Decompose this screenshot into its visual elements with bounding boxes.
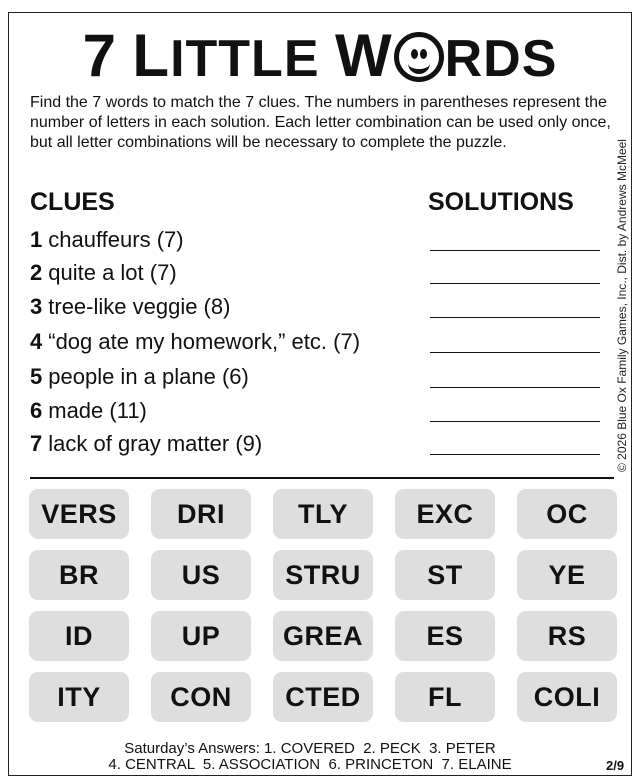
copyright-notice: © 2026 Blue Ox Family Games, Inc., Dist. by Andrews McMeel — [615, 139, 629, 472]
title-word-little-rest: ITTLE — [170, 30, 320, 88]
letter-tile[interactable]: ITY — [29, 672, 129, 722]
answers-line-2: 4. CENTRAL 5. ASSOCIATION 6. PRINCETON 7. ELAINE — [108, 756, 512, 773]
clue-3: 3 tree-like veggie (8) — [30, 294, 231, 319]
solution-line-6[interactable] — [430, 421, 600, 422]
letter-tile[interactable]: US — [151, 550, 251, 600]
clue-6: 6 made (11) — [30, 398, 147, 423]
clues-header: CLUES — [30, 188, 115, 216]
solution-line-3[interactable] — [430, 317, 600, 318]
letter-tile[interactable]: STRU — [273, 550, 373, 600]
divider-line — [30, 477, 614, 479]
solution-line-2[interactable] — [430, 283, 600, 284]
previous-answers — [20, 741, 600, 773]
letter-tile[interactable]: VERS — [29, 489, 129, 539]
letter-tile[interactable]: TLY — [273, 489, 373, 539]
letter-tile[interactable]: RS — [517, 611, 617, 661]
clue-2: 2 quite a lot (7) — [30, 260, 177, 285]
instructions-text: Find the 7 words to match the 7 clues. The numbers in parentheses represent the number of letters in each solution. Each letter combination can be used only once, but all letter combinations will be necessary to complete the puzzle. — [30, 94, 611, 151]
clue-4: 4 “dog ate my homework,” etc. (7) — [30, 329, 361, 354]
letter-tile[interactable]: CTED — [273, 672, 373, 722]
letter-tile[interactable]: BR — [29, 550, 129, 600]
letter-tile[interactable]: COLI — [517, 672, 617, 722]
solutions-header: SOLUTIONS — [428, 188, 574, 216]
letter-tile[interactable]: OC — [517, 489, 617, 539]
letter-tile[interactable]: ID — [29, 611, 129, 661]
clue-5: 5 people in a plane (6) — [30, 364, 249, 389]
title-initial-l: L — [132, 22, 171, 89]
letter-tile[interactable]: ES — [395, 611, 495, 661]
title-number: 7 — [82, 22, 117, 89]
letter-tile[interactable]: GREA — [273, 611, 373, 661]
letter-tile[interactable]: DRI — [151, 489, 251, 539]
clue-7: 7 lack of gray matter (9) — [30, 431, 263, 456]
puzzle-title — [0, 22, 640, 89]
solution-line-5[interactable] — [430, 387, 600, 388]
smiley-face-icon — [394, 32, 444, 82]
letter-tile[interactable]: EXC — [395, 489, 495, 539]
title-word-words-rest: RDS — [444, 30, 558, 88]
solution-line-7[interactable] — [430, 454, 600, 455]
solution-line-4[interactable] — [430, 352, 600, 353]
letter-tile[interactable]: CON — [151, 672, 251, 722]
letter-tile[interactable]: UP — [151, 611, 251, 661]
clue-1: 1 chauffeurs (7) — [30, 227, 184, 252]
title-initial-w: W — [334, 22, 393, 89]
letter-tile[interactable]: FL — [395, 672, 495, 722]
answers-line-1: Saturday’s Answers: 1. COVERED 2. PECK 3. PETER — [124, 740, 496, 757]
letter-tile[interactable]: YE — [517, 550, 617, 600]
solution-line-1[interactable] — [430, 250, 600, 251]
letter-tile[interactable]: ST — [395, 550, 495, 600]
page-number: 2/9 — [606, 758, 625, 773]
